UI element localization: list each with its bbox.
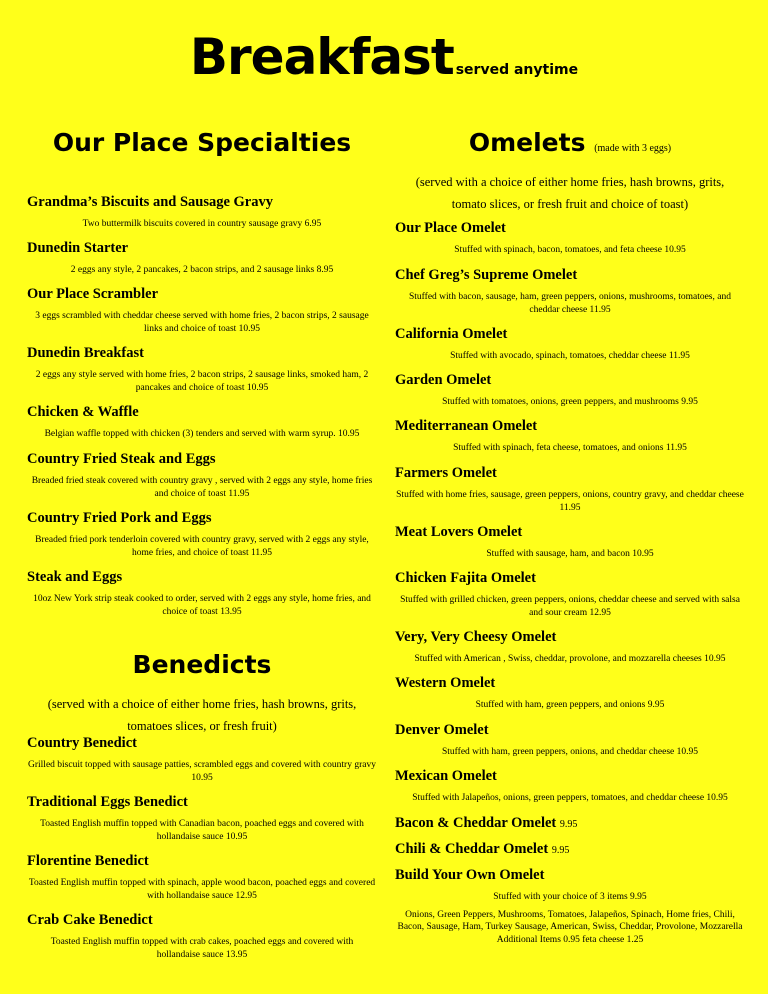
item-name: Meat Lovers Omelet — [395, 524, 523, 540]
item-description: Stuffed with home fries, sausage, green peppers, onions, country gravy, and cheddar cheese 11.95 — [396, 490, 744, 513]
item-name: Country Benedict — [27, 735, 137, 751]
item-description: Breaded fried pork tenderloin covered with country gravy, served with 2 eggs any style, home fries, and choice of toast 11.95 — [35, 535, 369, 558]
item-name-text: Bacon & Cheddar Omelet — [395, 815, 557, 831]
item-name: California Omelet — [395, 326, 508, 342]
item-description: Breaded fried steak covered with country gravy , served with 2 eggs any style, home fries and choice of toast 11.95 — [31, 476, 373, 499]
item-name — [395, 841, 750, 858]
item-description: Stuffed with American , Swiss, cheddar, provolone, and mozzarella cheeses 10.95 — [414, 654, 726, 664]
item-description: 10oz New York strip steak cooked to order, served with 2 eggs any style, home fries, and choice of toast 13.95 — [33, 594, 371, 617]
menu-item — [390, 465, 750, 514]
item-description: 3 eggs scrambled with cheddar cheese served with home fries, 2 bacon strips, 2 sausage links and choice of toast 10.95 — [35, 311, 369, 334]
item-description: Stuffed with ham, green peppers, and onions 9.95 — [475, 700, 665, 710]
item-description: Stuffed with bacon, sausage, ham, green peppers, onions, mushrooms, tomatoes, and cheddar cheese 11.95 — [409, 292, 731, 315]
benedicts-heading: Benedicts — [132, 650, 272, 679]
item-name: Florentine Benedict — [27, 853, 149, 869]
menu-item — [22, 912, 382, 961]
menu-item — [22, 510, 382, 559]
item-name: Dunedin Breakfast — [27, 345, 144, 361]
item-name: Chicken & Waffle — [27, 404, 139, 420]
item-name: Garden Omelet — [395, 372, 492, 388]
menu-item — [390, 326, 750, 363]
item-description: Toasted English muffin topped with Canadian bacon, poached eggs and covered with hollandaise sauce 10.95 — [40, 819, 364, 842]
item-name: Our Place Scrambler — [27, 286, 159, 302]
item-description: Stuffed with ham, green peppers, onions, and cheddar cheese 10.95 — [442, 747, 698, 757]
item-name: Mexican Omelet — [395, 768, 497, 784]
menu-item — [22, 569, 382, 618]
item-description: Stuffed with tomatoes, onions, green peppers, and mushrooms 9.95 — [442, 397, 698, 407]
menu-item — [22, 794, 382, 843]
menu-item — [390, 629, 750, 666]
item-name: Very, Very Cheesy Omelet — [395, 629, 557, 645]
item-name: Country Fried Steak and Eggs — [27, 451, 216, 467]
item-price: 9.95 — [551, 845, 570, 856]
menu-item — [390, 267, 750, 316]
title-subtitle: served anytime — [455, 62, 579, 78]
benedicts-note: (served with a choice of either home fries, hash browns, grits, tomatoes slices, or fresh fruit) — [47, 697, 357, 733]
menu-title — [0, 28, 768, 86]
item-description: Grilled biscuit topped with sausage patties, scrambled eggs and covered with country gravy 10.95 — [28, 760, 376, 783]
omelet-options: Onions, Green Peppers, Mushrooms, Tomatoes, Jalapeños, Spinach, Home fries, Chili, Bacon, Sausage, Ham, Turkey Sausage, American, Swiss, Cheddar, Provolone, Mozzarella Additional Items 0.95 feta cheese 1.25 — [397, 909, 743, 945]
omelets-heading-note: (made with 3 eggs) — [594, 143, 672, 154]
item-name: Dunedin Starter — [27, 240, 129, 256]
item-name — [395, 815, 750, 832]
menu-item — [22, 404, 382, 441]
specialties-heading: Our Place Specialties — [52, 128, 352, 157]
item-description: Stuffed with your choice of 3 items 9.95 — [493, 892, 647, 902]
menu-item — [390, 815, 750, 832]
menu-item — [390, 372, 750, 409]
item-name: Western Omelet — [395, 675, 496, 691]
menu-item — [22, 240, 382, 277]
item-description: Stuffed with grilled chicken, green peppers, onions, cheddar cheese and served with salsa and sour cream 12.95 — [400, 595, 740, 618]
menu-item — [390, 722, 750, 759]
item-name: Crab Cake Benedict — [27, 912, 153, 928]
item-name: Farmers Omelet — [395, 465, 497, 481]
item-price: 9.95 — [559, 819, 578, 830]
item-description: Belgian waffle topped with chicken (3) tenders and served with warm syrup. 10.95 — [44, 429, 360, 439]
item-description: Stuffed with spinach, feta cheese, tomatoes, and onions 11.95 — [453, 443, 687, 453]
item-name: Build Your Own Omelet — [395, 867, 545, 883]
item-description: Toasted English muffin topped with crab cakes, poached eggs and covered with hollandaise sauce 13.95 — [50, 937, 354, 960]
menu-item — [22, 451, 382, 500]
menu-item — [390, 524, 750, 561]
item-name: Traditional Eggs Benedict — [27, 794, 188, 810]
item-description: Stuffed with sausage, ham, and bacon 10.95 — [486, 549, 654, 559]
omelets-heading-text: Omelets — [468, 128, 586, 157]
menu-item — [390, 768, 750, 805]
menu-item — [22, 345, 382, 394]
menu-item — [390, 841, 750, 858]
menu-item — [22, 286, 382, 335]
menu-item — [390, 220, 750, 257]
item-description: Two buttermilk biscuits covered in country sausage gravy 6.95 — [82, 219, 322, 229]
title-main: Breakfast — [189, 28, 454, 86]
menu-item — [22, 853, 382, 902]
menu-item — [390, 418, 750, 455]
item-name: Chef Greg’s Supreme Omelet — [395, 267, 578, 283]
item-name-text: Chili & Cheddar Omelet — [395, 841, 549, 857]
omelets-heading — [390, 128, 750, 157]
item-name: Country Fried Pork and Eggs — [27, 510, 212, 526]
item-description: 2 eggs any style, 2 pancakes, 2 bacon strips, and 2 sausage links 8.95 — [70, 265, 334, 275]
item-description: Stuffed with spinach, bacon, tomatoes, and feta cheese 10.95 — [454, 245, 686, 255]
item-description: Stuffed with avocado, spinach, tomatoes, cheddar cheese 11.95 — [450, 351, 690, 361]
omelets-note: (served with a choice of either home fries, hash browns, grits, tomato slices, or fresh fruit and choice of toast) — [415, 175, 725, 211]
item-description: Stuffed with Jalapeños, onions, green peppers, tomatoes, and cheddar cheese 10.95 — [412, 793, 728, 803]
item-name: Denver Omelet — [395, 722, 489, 738]
menu-item — [22, 194, 382, 231]
item-description: 2 eggs any style served with home fries, 2 bacon strips, 2 sausage links, smoked ham, 2 pancakes and choice of toast 10.95 — [35, 370, 369, 393]
item-name: Chicken Fajita Omelet — [395, 570, 536, 586]
item-name: Steak and Eggs — [27, 569, 123, 585]
menu-item — [390, 867, 750, 946]
item-name: Grandma’s Biscuits and Sausage Gravy — [27, 194, 273, 210]
menu-item — [390, 675, 750, 712]
menu-item — [390, 570, 750, 619]
menu-item — [22, 735, 382, 784]
item-description: Toasted English muffin topped with spinach, apple wood bacon, poached eggs and covered with hollandaise sauce 12.95 — [28, 878, 376, 901]
item-name: Our Place Omelet — [395, 220, 506, 236]
item-name: Mediterranean Omelet — [395, 418, 538, 434]
